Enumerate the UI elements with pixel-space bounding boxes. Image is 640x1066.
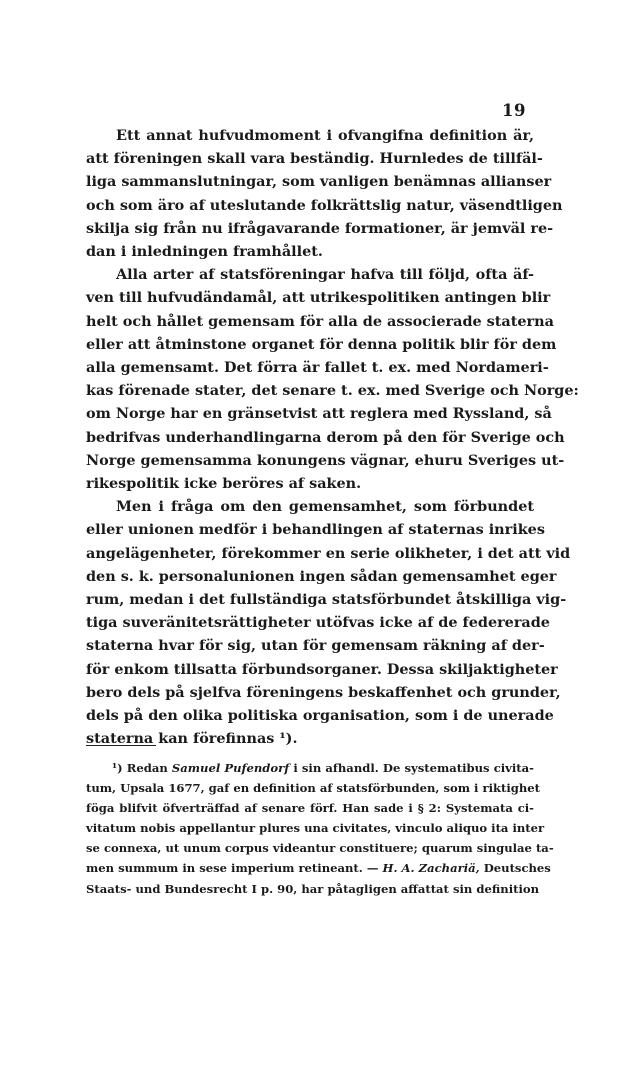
footnote-line: vitatum nobis appellantur plures una civitates, vinculo aliquo ita inter bbox=[86, 821, 545, 836]
text-line: dan i inledningen framhållet. bbox=[86, 243, 323, 261]
footnote-marker: ¹) bbox=[112, 761, 123, 775]
text-line: dels på den olika politiska organisation, som i de unerade bbox=[86, 707, 554, 725]
footnote-divider bbox=[86, 745, 156, 746]
footnote-line bbox=[86, 758, 534, 778]
text-line: eller unionen medför i behandlingen af staternas inrikes bbox=[86, 521, 545, 539]
text-line: staterna kan förefinnas ¹). bbox=[86, 730, 298, 748]
text-line: eller att åtminstone organet för denna politik blir för dem bbox=[86, 335, 557, 353]
footnote-text: Deutsches bbox=[483, 861, 551, 876]
footnote-line: se connexa, ut unum corpus videantur constituere; quarum singulae ta- bbox=[86, 841, 554, 856]
footnote-line: föga blifvit öfverträffad af senare förf. Han sade i § 2: Systemata ci- bbox=[86, 801, 534, 816]
text-line: den s. k. personalunionen ingen sådan gemensamhet eger bbox=[86, 567, 557, 585]
text-line: bedrifvas underhandlingarna derom på den för Sverige och bbox=[86, 428, 565, 446]
text-line: Men i fråga om den gemensamhet, som förbundet bbox=[116, 498, 534, 516]
text-line: Norge gemensamma konungens vägnar, ehuru Sveriges ut- bbox=[86, 451, 565, 469]
text-line: rikespolitik icke beröres af saken. bbox=[86, 475, 362, 493]
text-line: rum, medan i det fullständiga statsförbundet åtskilliga vig- bbox=[86, 591, 567, 609]
text-line: liga sammanslutningar, som vanligen benämnas allianser bbox=[86, 173, 552, 191]
text-line: och som äro af uteslutande folkrättslig natur, väsendtligen bbox=[86, 196, 563, 214]
text-line: Alla arter af statsföreningar hafva till följd, ofta äf- bbox=[116, 266, 534, 284]
paragraph bbox=[86, 124, 563, 263]
text-line: om Norge har en gränsetvist att reglera med Ryssland, så bbox=[86, 405, 552, 423]
footnote-author: H. A. Zachariä, bbox=[382, 861, 480, 876]
footnote-line: Staats- und Bundesrecht I p. 90, har påtagligen affattat sin definition bbox=[86, 881, 540, 896]
text-line: ven till hufvudändamål, att utrikespolitiken antingen blir bbox=[86, 289, 551, 307]
text-line: kas förenade stater, det senare t. ex. med Sverige och Norge: bbox=[86, 382, 579, 400]
footnote-text: i sin afhandl. De systematibus civita- bbox=[293, 761, 534, 775]
footnote-line: tum, Upsala 1677, gaf en definition af statsförbunden, som i riktighet bbox=[86, 781, 541, 796]
text-line: för enkom tillsatta förbundsorganer. Dessa skiljaktigheter bbox=[86, 660, 558, 678]
text-line: staterna hvar för sig, utan för gemensam räkning af der- bbox=[86, 637, 545, 655]
footnote-text: Redan bbox=[126, 761, 168, 775]
text-line: att föreningen skall vara beständig. Hurnledes de tillfäl- bbox=[86, 150, 543, 168]
text-line: bero dels på sjelfva föreningens beskaffenhet och grunder, bbox=[86, 683, 561, 701]
footnote-text: men summum in sese imperium retineant. — bbox=[86, 861, 379, 876]
text-line: Ett annat hufvudmoment i ofvangifna definition är, bbox=[116, 127, 534, 144]
footnote-line bbox=[86, 858, 551, 878]
footnote-author: Samuel Pufendorf bbox=[171, 761, 290, 775]
page-number: 19 bbox=[502, 101, 526, 120]
footnote bbox=[86, 758, 554, 899]
paragraph bbox=[86, 263, 579, 495]
text-line: helt och hållet gemensam för alla de associerade staterna bbox=[86, 312, 554, 330]
paragraph bbox=[86, 495, 571, 750]
main-text bbox=[86, 124, 579, 750]
text-line: tiga suveränitetsrättigheter utöfvas icke af de federerade bbox=[86, 614, 550, 632]
text-line: alla gemensamt. Det förra är fallet t. ex. med Nordameri- bbox=[86, 359, 549, 377]
text-line: skilja sig från nu ifrågavarande formationer, är jemväl re- bbox=[86, 219, 554, 237]
text-line: angelägenheter, förekommer en serie olikheter, i det att vid bbox=[86, 544, 571, 562]
